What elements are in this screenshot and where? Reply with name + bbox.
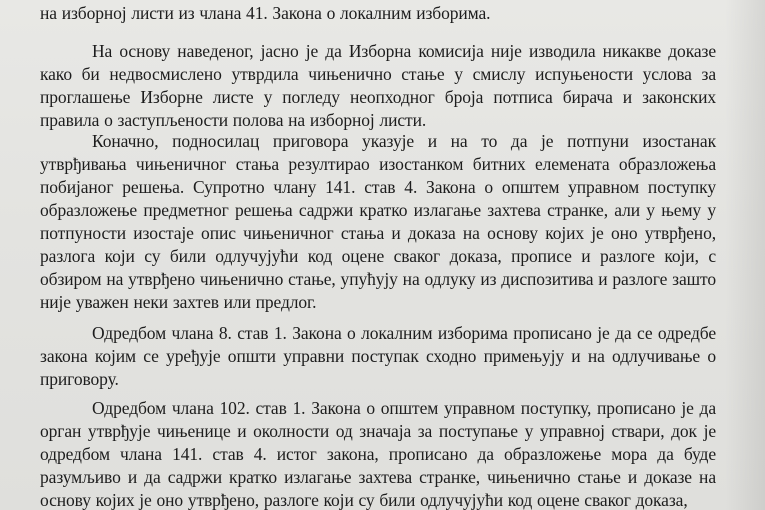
top-line: на изборној листи из члана 41. Закона о локалним изборима.: [40, 3, 491, 23]
page-edge-shadow: [725, 0, 765, 510]
paragraph-4: Одредбом члана 102. став 1. Закона о општем управном поступку, прописано је да орган утврђује чињенице и околности од значаја за поступање у управној ствари, док је одредбом члана 141. став 4. истог закона, прописано да образложење мора да буде разумљиво и да садржи кратко излагање захтева странке, чињенично стање и доказе на основу којих је оно утврђено, разлоге који су били одлучујући код оцене сваког доказа,: [40, 398, 716, 510]
paragraph-3: Одредбом члана 8. став 1. Закона о локалним изборима прописано је да се одредбе закона којим се уређује општи управни поступак сходно примењују и на одлучивање о приговору.: [40, 323, 716, 389]
paragraph-2: Коначно, подносилац приговора указује и на то да је потпуни изостанак утврђивања чињеничног стања резултирао изостанком битних елемената образложења побијаног решења. Супротно члану 141. став 4. Закона о општем управном поступку образложење предметног решења садржи кратко излагање захтева странке, али у њему у потпуности изостаје опис чињеничног стања и доказа на основу којих је оно утврђено, разлога који су били одлучујући код оцене сваког доказа, прописе и разлоге који, с обзиром на утврђено чињенично стање, упућују на одлуку из диспозитива и разлоге зашто није уважен неки захтев или предлог.: [40, 131, 716, 312]
paragraph-1: На основу наведеног, јасно је да Изборна комисија није изводила никакве доказе како би недвосмислено утврдила чињенично стање у смислу испуњености услова за проглашење Изборне листе у погледу неопходног броја потписа бирача и законских правила о заступљености полова на изборној листи.: [40, 41, 716, 130]
